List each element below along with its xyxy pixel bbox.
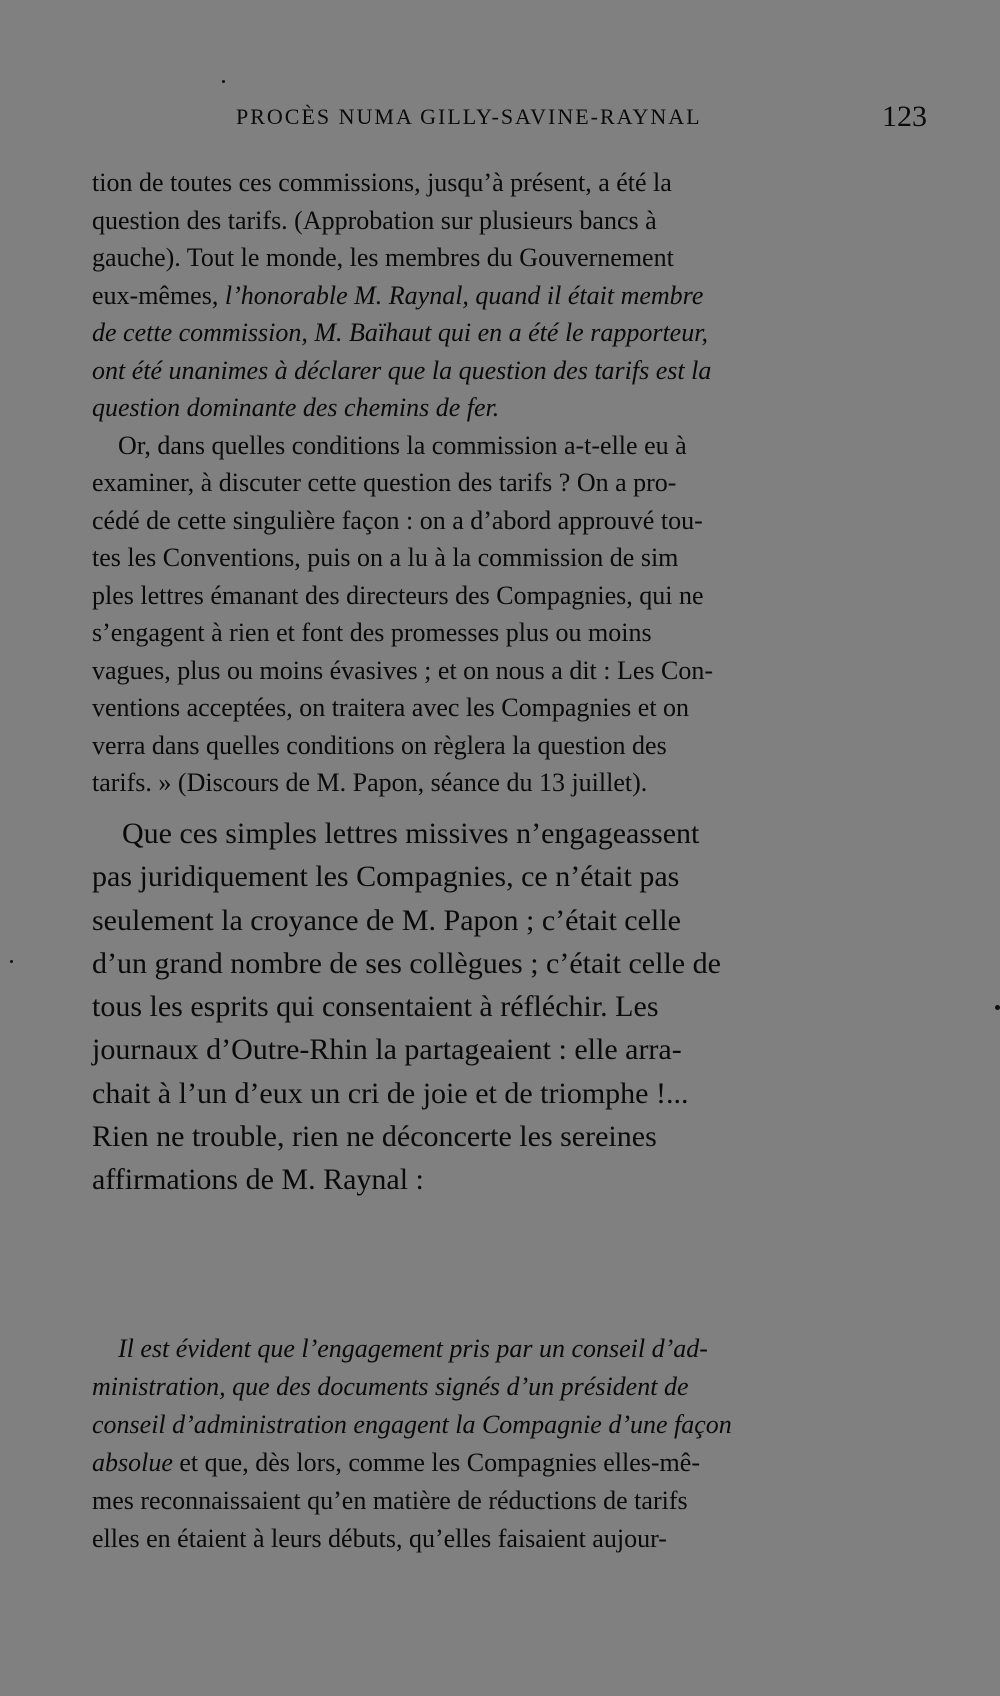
text-line: gauche). Tout le monde, les membres du Gouvernement (92, 243, 674, 272)
text-line: s’engagent à rien et font des promesses plus ou moins (92, 618, 652, 647)
text-line: tes les Conventions, puis on a lu à la commission de sim (92, 543, 679, 572)
text-line: tous les esprits qui consentaient à réfléchir. Les (92, 990, 659, 1024)
text-line: tion de toutes ces commissions, jusqu’à présent, a été la (92, 168, 672, 197)
text-line: affirmations de M. Raynal : (92, 1163, 424, 1197)
scan-speck (222, 80, 225, 83)
quoted-statement-block (92, 1330, 927, 1558)
text-line: chait à l’un d’eux un cri de joie et de triomphe !... (92, 1076, 689, 1110)
text-line: conseil d’administration engagent la Compagnie d’une façon (92, 1410, 732, 1439)
text-line: absolue et que, dès lors, comme les Compagnies elles-mê- (92, 1448, 700, 1477)
text-line: eux-mêmes, l’honorable M. Raynal, quand il était membre (92, 280, 704, 310)
text-line: pas juridiquement les Compagnies, ce n’était pas (92, 860, 680, 894)
text-line: Rien ne trouble, rien ne déconcerte les sereines (92, 1120, 657, 1154)
page-header (94, 100, 927, 140)
text-line: ministration, que des documents signés d’un président de (92, 1372, 689, 1401)
text-line: d’un grand nombre de ses collègues ; c’était celle de (92, 946, 721, 980)
text-line: journaux d’Outre-Rhin la partageaient : elle arra- (92, 1033, 682, 1067)
text-line: ples lettres émanant des directeurs des Compagnies, qui ne (92, 580, 704, 610)
text-line: tarifs. » (Discours de M. Papon, séance du 13 juillet). (92, 768, 648, 797)
text-line: elles en étaient à leurs débuts, qu’elles faisaient aujour- (92, 1524, 667, 1553)
text-line: question des tarifs. (Approbation sur plusieurs bancs à (92, 205, 657, 235)
text-line: Il est évident que l’engagement pris par un conseil d’ad- (92, 1334, 708, 1363)
quoted-speech-block (92, 164, 927, 802)
scan-speck (10, 960, 13, 963)
running-title: PROCÈS NUMA GILLY-SAVINE-RAYNAL (236, 104, 702, 129)
page-number: 123 (882, 100, 927, 133)
body-paragraph (92, 812, 927, 1202)
scan-speck (995, 1005, 1000, 1010)
text-line: mes reconnaissaient qu’en matière de réductions de tarifs (92, 1486, 688, 1515)
text-line: cédé de cette singulière façon : on a d’abord approuvé tou- (92, 505, 703, 535)
text-line: examiner, à discuter cette question des tarifs ? On a pro- (92, 468, 677, 497)
text-line: seulement la croyance de M. Papon ; c’était celle (92, 903, 681, 937)
text-line: de cette commission, M. Baïhaut qui en a été le rapporteur, (92, 318, 708, 347)
text-line: Que ces simples lettres missives n’engageassent (92, 817, 700, 850)
text-line: question dominante des chemins de fer. (92, 393, 500, 422)
text-line: verra dans quelles conditions on règlera la question des (92, 730, 667, 760)
text-line: ventions acceptées, on traitera avec les Compagnies et on (92, 693, 690, 722)
text-line: vagues, plus ou moins évasives ; et on nous a dit : Les Con- (92, 655, 714, 685)
text-line: ont été unanimes à déclarer que la question des tarifs est la (92, 355, 712, 385)
text-line: Or, dans quelles conditions la commission a-t-elle eu à (92, 430, 687, 460)
